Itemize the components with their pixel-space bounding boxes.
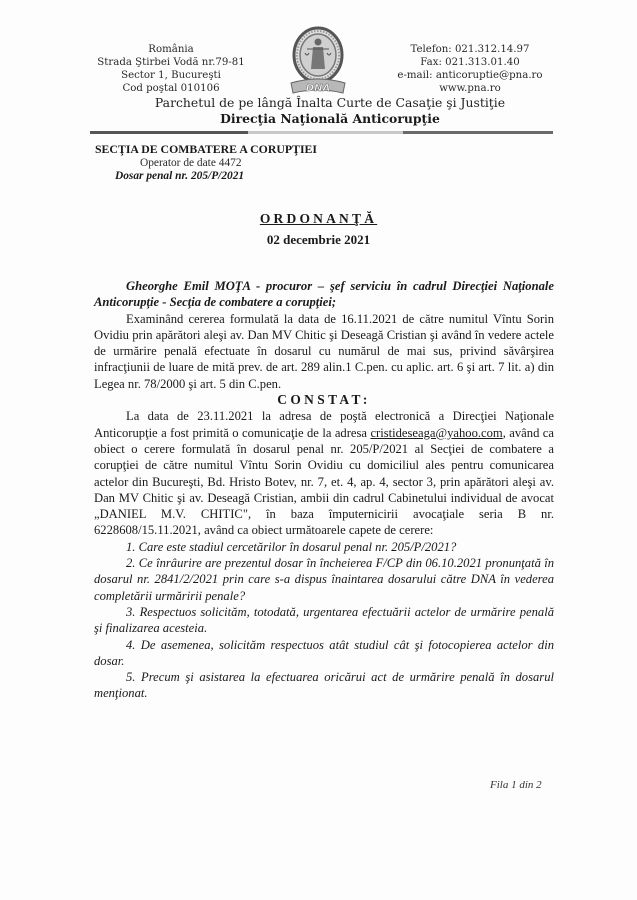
- constat-heading: CONSTAT:: [277, 392, 371, 408]
- header-divider-mid: [403, 131, 553, 134]
- case-file-number: Dosar penal nr. 205/P/2021: [115, 170, 245, 182]
- directorate-name: Direcţia Naţională Anticorupţie: [220, 111, 440, 126]
- contact-phone: Telefon: 021.312.14.97: [410, 44, 530, 55]
- institution-name: Parchetul de pe lângă Înalta Curte de Casaţie şi Justiţie: [154, 95, 506, 110]
- document-title: ORDONANŢĂ: [259, 211, 378, 226]
- contact-block: [395, 43, 545, 95]
- contact-email: e-mail: anticoruptie@pna.ro: [397, 70, 543, 81]
- prosecutor-paragraph: Gheorghe Emil MOŢA - procuror – şef serviciu în cadrul Direcţiei Naţionale Anticorupţie - Secţia de combatere a corupţiei;: [94, 279, 554, 310]
- request-item: 1. Care este stadiul cercetărilor în dosarul penal nr. 205/P/2021?: [126, 539, 457, 554]
- address-line: Cod poştal 010106: [122, 83, 220, 94]
- request-item: 2. Ce înrâurire are prezentul dosar în încheierea F/CP din 06.10.2021 pronunţată în dosarul nr. 2841/2/2021 prin care s-a dispus înaintarea dosarului către DNA în vederea completării urmăririi penale?: [94, 556, 554, 603]
- constat-text-end: , având ca obiect o cerere formulată în dosarul penal nr. 205/P/2021 al Secţiei de combatere a corupţiei de către numitul Vîntu Sorin Ovidiu cu domiciliul ales pentru comunicarea actelor din Bucureşti, Bd. Hristo Botev, nr. 7, et. 4, ap. 4, sector 3, prin apărători aleşi av. Dan MV Chitic şi av. Deseagă Cristian, ambii din cadrul Cabinetului individual de avocat „DANIEL M.V. CHITIC", în baza împuternicirii avocaţiale seria B nr. 6228608/15.11.2021, având ca obiect următoarele capete de cerere:: [94, 425, 554, 538]
- document-date: 02 decembrie 2021: [266, 232, 371, 247]
- contact-website: www.pna.ro: [439, 83, 501, 94]
- constat-paragraph: [94, 408, 554, 538]
- examining-paragraph: Examinând cererea formulată la data de 16.11.2021 de către numitul Vîntu Sorin Ovidiu prin apărători aleşi av. Dan MV Chitic şi Deseagă Cristian şi având în vedere actele de urmărire penală efectuate în dosarul cu numărul de mai sus, privind săvârşirea infracţiunii de luare de mită prev. de art. 289 alin.1 C.pen. cu aplic. art. 6 şi art. 7 lit. a) din Legea nr. 78/2000 şi art. 5 din C.pen.: [94, 311, 554, 391]
- constat-text-start: La data de 23.11.2021 la adresa de poştă electronică a Direcţiei Naţionale Anticorupţie a fost primită o comunicaţie de la adresa: [94, 409, 554, 440]
- page-number: Fila 1 din 2: [490, 779, 542, 791]
- request-item: 4. De asemenea, solicităm respectuos atât studiul cât şi fotocopierea actelor din dosar.: [94, 637, 554, 668]
- data-operator: Operator de date 4472: [140, 157, 242, 169]
- document-body: [94, 278, 554, 702]
- dna-logo-seal: [283, 25, 353, 97]
- request-item: 3. Respectuos solicităm, totodată, urgentarea efectuării actelor de urmărire penală şi finalizarea acesteia.: [94, 604, 554, 636]
- section-name: SECŢIA DE COMBATERE A CORUPŢIEI: [95, 142, 318, 156]
- address-block: [96, 43, 246, 95]
- header-divider-dark: [90, 131, 248, 134]
- address-line: România: [148, 44, 194, 55]
- address-line: Strada Ştirbei Vodă nr.79-81: [97, 57, 245, 68]
- logo-text: DNA: [305, 83, 331, 94]
- request-item: 5. Precum şi asistarea la efectuarea oricărui act de urmărire penală în dosarul menţionat.: [94, 670, 554, 701]
- email-link[interactable]: cristideseaga@yahoo.com: [370, 425, 503, 440]
- header-divider-light: [248, 131, 403, 134]
- contact-fax: Fax: 021.313.01.40: [420, 57, 520, 68]
- address-line: Sector 1, Bucureşti: [121, 70, 221, 81]
